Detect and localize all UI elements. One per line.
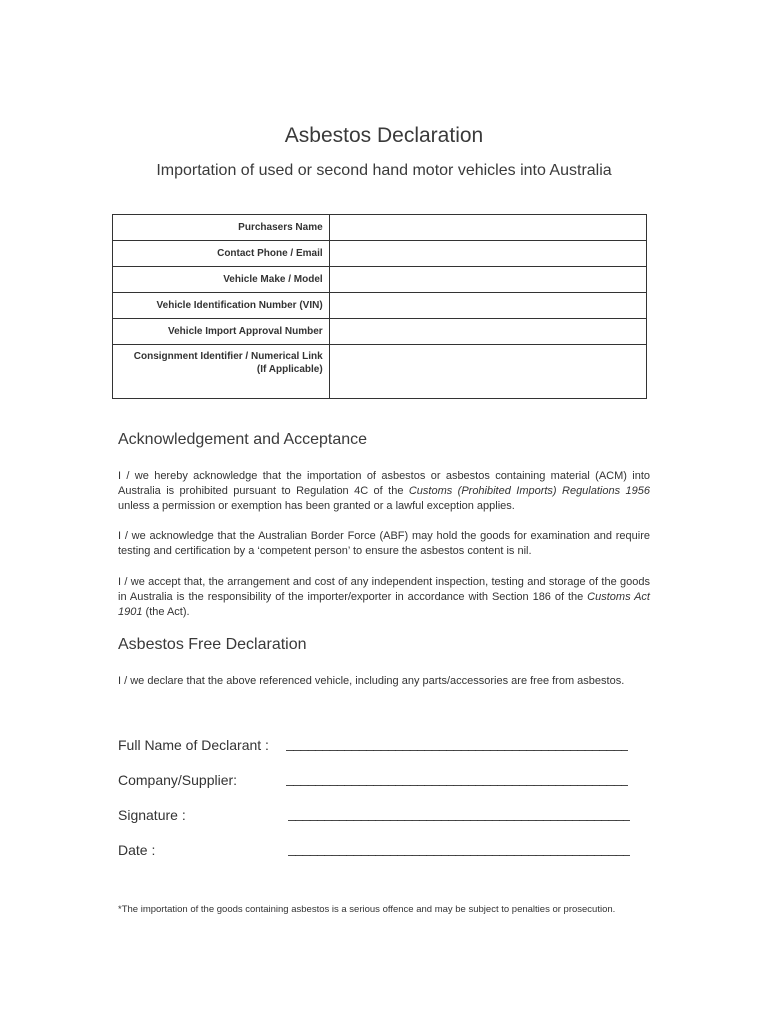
footnote: *The importation of the goods containing asbestos is a serious offence and may be subject to penalties or prosecution. xyxy=(118,904,616,915)
vehicle-make-field[interactable] xyxy=(329,267,646,293)
ack-p1-text-b: unless a permission or exemption has been granted or a lawful exception applies. xyxy=(118,500,515,512)
ack-p3-text-a: I / we accept that, the arrangement and cost of any independent inspection, testing and storage of the goods in Australia is the responsibility of the importer/exporter in accordance with Section 186 of the xyxy=(118,576,650,603)
purchasers-name-label: Purchasers Name xyxy=(113,215,330,241)
act-citation: Customs Act 1901 xyxy=(118,591,650,618)
declaration-heading: Asbestos Free Declaration xyxy=(118,636,307,653)
acknowledgement-paragraph-3 xyxy=(118,575,650,620)
vehicle-make-label: Vehicle Make / Model xyxy=(113,267,330,293)
table-row xyxy=(113,293,647,319)
consignment-label xyxy=(113,345,330,399)
ack-p1-text-a: I / we hereby acknowledge that the importation of asbestos or asbestos containing material (ACM) into Australia is prohibited pursuant to Regulation 4C of the xyxy=(118,470,650,497)
company-line[interactable]: _______________________________________________ xyxy=(286,770,629,786)
contact-field[interactable] xyxy=(329,241,646,267)
acknowledgement-heading: Acknowledgement and Acceptance xyxy=(118,431,368,448)
date-label: Date : xyxy=(118,842,156,858)
import-approval-label: Vehicle Import Approval Number xyxy=(113,319,330,345)
full-name-line[interactable]: _______________________________________________ xyxy=(286,735,629,751)
import-approval-field[interactable] xyxy=(329,319,646,345)
page-title: Asbestos Declaration xyxy=(284,124,484,147)
full-name-label: Full Name of Declarant : xyxy=(118,737,269,753)
vin-field[interactable] xyxy=(329,293,646,319)
purchasers-name-field[interactable] xyxy=(329,215,646,241)
contact-label: Contact Phone / Email xyxy=(113,241,330,267)
table-row xyxy=(113,345,647,399)
vehicle-details-table xyxy=(112,214,647,399)
acknowledgement-paragraph-2: I / we acknowledge that the Australian Border Force (ABF) may hold the goods for examination and require testing and certification by a ‘competent person’ to ensure the asbestos content is nil. xyxy=(118,530,650,557)
declaration-paragraph: I / we declare that the above referenced vehicle, including any parts/accessories are free from asbestos. xyxy=(118,675,625,687)
table-row xyxy=(113,215,647,241)
signature-line[interactable]: _______________________________________________ xyxy=(288,805,631,821)
consignment-label-line1: Consignment Identifier / Numerical Link xyxy=(133,351,323,362)
acknowledgement-paragraph-1 xyxy=(118,469,650,514)
page-subtitle: Importation of used or second hand motor vehicles into Australia xyxy=(156,162,612,179)
consignment-label-line2: (If Applicable) xyxy=(256,364,323,375)
regulation-citation: Customs (Prohibited Imports) Regulations 1956 xyxy=(408,485,650,497)
vin-label: Vehicle Identification Number (VIN) xyxy=(113,293,330,319)
company-label: Company/Supplier: xyxy=(118,772,238,788)
signature-label: Signature : xyxy=(118,807,186,823)
ack-p3-text-b: (the Act). xyxy=(142,606,190,618)
consignment-field[interactable] xyxy=(329,345,646,399)
date-line[interactable]: _______________________________________________ xyxy=(288,840,631,856)
table-row xyxy=(113,267,647,293)
table-row xyxy=(113,241,647,267)
table-row xyxy=(113,319,647,345)
